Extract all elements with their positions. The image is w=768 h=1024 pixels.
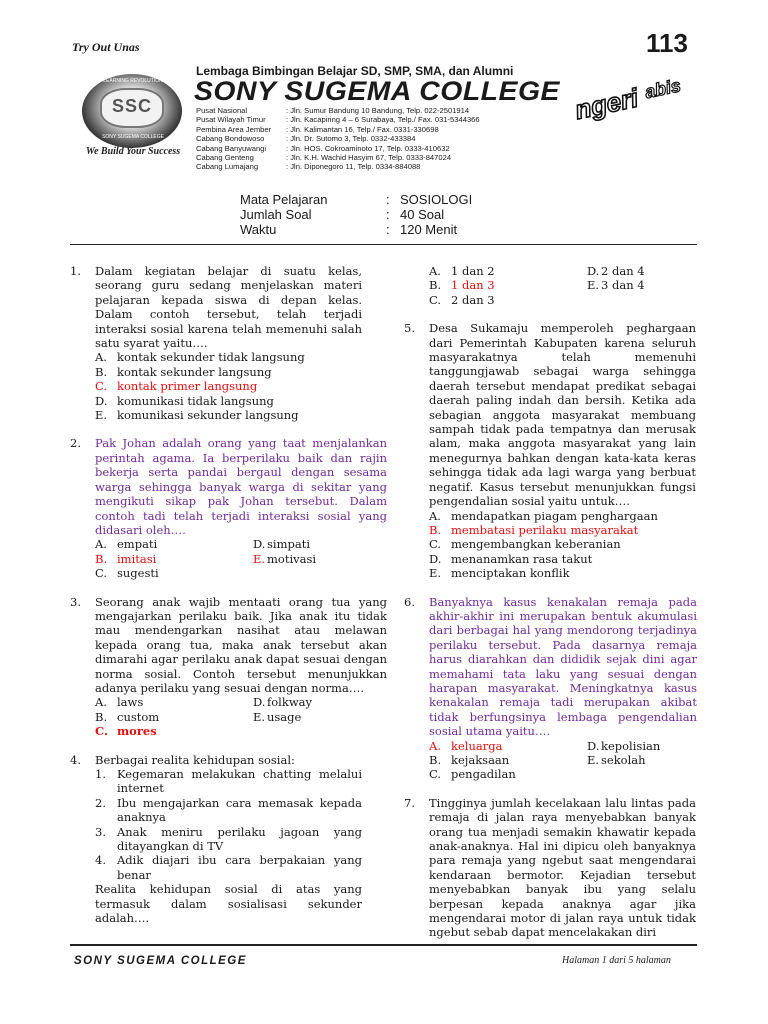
institution-tagline: Lembaga Bimbingan Belajar SD, SMP, SMA, dan Alumni <box>196 64 514 78</box>
option[interactable]: E. usage <box>253 709 302 724</box>
option[interactable]: E. 3 dan 4 <box>587 278 645 293</box>
header-divider <box>70 244 697 245</box>
brand-title: SONY SUGEMA COLLEGE <box>194 76 560 106</box>
logo-slogan: We Build Your Success <box>85 146 181 157</box>
ngeri-abis-stamp <box>565 56 693 139</box>
list-item: 3. Anak meniru perilaku jagoan yang ditayangkan di TV <box>95 824 362 854</box>
option[interactable]: B. kejaksaan <box>429 753 510 767</box>
list-item: 4. Adik diajari ibu cara berpakaian yang benar <box>95 853 362 882</box>
meta-row: Waktu : 120 Menit <box>240 222 458 237</box>
right-column <box>404 264 696 940</box>
footer-divider <box>70 944 697 946</box>
option[interactable]: D. folkway <box>253 695 313 710</box>
option[interactable]: A. laws <box>95 695 144 710</box>
page-number: 113 <box>646 28 688 58</box>
tryout-label: Try Out Unas <box>72 40 140 54</box>
option[interactable]: C. mengembangkan keberanian <box>429 537 621 552</box>
address-list <box>196 106 480 172</box>
question-text: Berbagai realita kehidupan sosial: <box>95 752 295 767</box>
option[interactable]: D. menanamkan rasa takut <box>429 551 593 566</box>
list-item: 2. Ibu mengajarkan cara memasak kepada anaknya <box>95 795 362 825</box>
option[interactable]: E. komunikasi sekunder langsung <box>95 408 299 423</box>
question-7: 7. Tingginya jumlah kecelakaan lalu lintas pada remaja di jalan raya menyebabkan banyak orang tua menjadi semakin khawatir kepada anak-anaknya. Hal ini dipicu oleh banyaknya para remaja yang ngebut saat mengendarai kendaraan bermotor. Kejadian tersebut menyebabkan banyak ibu yang selalu berpesan kepada anaknya agar jika mengendarai motor di jalan raya untuk tidak ngebut sebab dapat mencelakakan diri <box>404 795 696 940</box>
meta-row: Jumlah Soal : 40 Soal <box>240 207 445 222</box>
option[interactable]: A. empati <box>95 537 158 552</box>
question-5: 5. Desa Sukamaju memperoleh peghargaan dari Pemerintah Kabupaten karena seluruh masyarakatnya telah memenuhi tanggungjawab sebagai warga sehingga daerah tersebut mendapat predikat sebagai daerah paling indah dan bersih. Ketika ada sebagian anggota masyarakat membuang sampah tidak pada tempatnya dan merusak alam, maka anggota masyarakat yang lain menegurnya bahkan dengan kata-kata keras sehingga tidak ada lagi warga yang berbuat negatif. Kasus tersebut menunjukkan fungsi pengendalian sosial yaitu untuk…. A. mendapatkan piagam penghargaan B. membatasi perilaku masyarakat C. mengembangkan keberanian D. menanamkan rasa takut E. menciptakan konflik <box>404 321 696 581</box>
option[interactable]: D. simpati <box>253 537 311 552</box>
option[interactable]: D. 2 dan 4 <box>587 264 645 278</box>
option[interactable]: A. kontak sekunder tidak langsung <box>95 350 305 365</box>
option-answer[interactable]: B. membatasi perilaku masyarakat <box>429 522 639 537</box>
option[interactable]: D. komunikasi tidak langsung <box>95 393 274 408</box>
logo-top-text: "LEARNING REVOLUTION" <box>101 78 165 84</box>
option-answer[interactable]: B. imitasi <box>95 551 157 566</box>
question-4: 4. Berbagai realita kehidupan sosial: 1. Kegemaran melakukan chatting melalui internet 2. Ibu mengajarkan cara memasak kepada anaknya 3. Anak meniru perilaku jagoan yang ditayangkan di TV 4. Adik diajari ibu cara berpakaian yang benar Realita kehidupan sosial di atas yang termasuk dalam sosialisasi sekunder adalah…. <box>70 752 362 926</box>
q4-options <box>429 264 696 307</box>
left-column <box>70 264 387 926</box>
question-text: Seorang anak wajib mentaati orang tua yang mengajarkan perilaku baik. Jika anak itu tidak mau mendengarkan nasihat atau melawan kepada orang tua, maka anak tersebut akan dimarahi agar perilaku anak dapat sesuai dengan norma sosial. Contoh tersebut menunjukkan adanya perilaku yang sesuai dengan norma…. <box>95 594 387 695</box>
ssc-logo <box>78 74 188 156</box>
option[interactable]: D. kepolisian <box>587 738 661 753</box>
question-text: Tingginya jumlah kecelakaan lalu lintas pada remaja di jalan raya menyebabkan banyak orang tua menjadi semakin khawatir kepada anak-anaknya. Hal ini dipicu oleh banyaknya para remaja yang ngebut saat mengendarai kendaraan bermotor. Kejadian tersebut menyebabkan banyak ibu yang selalu berpesan kepada anaknya agar jika mengendarai motor di jalan raya untuk tidak ngebut sebab dapat mencelakakan diri <box>429 795 696 940</box>
address-row: Cabang Banyuwangi : Jln. HOS. Cokroaminoto 17, Telp. 0333-410632 <box>196 143 450 153</box>
question-text: Pak Johan adalah orang yang taat menjalankan perintah agama. Ia berperilaku baik dan rajin bekerja serta pandai bergaul dengan sesama warga sehingga banyak warga di sekitar yang mengikuti sikap pak Johan tersebut. Dalam contoh tadi telah terjadi interaksi sosial yang didasari oleh…. <box>95 436 387 537</box>
logo-bottom-text: SONY SUGEMA COLLEGE <box>102 134 164 140</box>
address-row: Pusat Wilayah Timur : Jln. Kacapiring 4 – 6 Surabaya, Telp./ Fax. 031-5344366 <box>196 115 480 125</box>
footer-page-info: Halaman 1 dari 5 halaman <box>562 955 671 966</box>
option[interactable]: C. pengadilan <box>429 767 516 782</box>
option[interactable]: C. 2 dan 3 <box>429 292 495 307</box>
meta-row: Mata Pelajaran : SOSIOLOGI <box>240 192 473 207</box>
list-item: 1. Kegemaran melakukan chatting melalui internet <box>95 767 362 796</box>
address-row: Pembina Area Jember : Jln. Kalimantan 16, Telp./ Fax. 0331-330698 <box>196 124 439 134</box>
svg-text:ngeri: ngeri <box>572 82 641 126</box>
question-2: 2. Pak Johan adalah orang yang taat menjalankan perintah agama. Ia berperilaku baik dan rajin bekerja serta pandai bergaul dengan sesama warga sehingga banyak warga di sekitar yang mengikuti sikap pak Johan tersebut. Dalam contoh tadi telah terjadi interaksi sosial yang didasari oleh…. A. empati D. simpati B. imitasi E. motivasi C. sugesti <box>70 436 387 581</box>
question-text: Banyaknya kasus kenakalan remaja pada akhir-akhir ini merupakan bentuk akumulasi dari berbagai hal yang mendorong terjadinya perilaku tersebut. Pada dasarnya remaja harus diarahkan dan dididik sejak dini agar memahami tata laku yang sesuai dengan harapan masyarakat. Meningkatnya kasus kenakalan remaja tadi merupakan akibat tidak berfungsinya lembaga pengendalian sosial utama yaitu…. <box>429 594 697 739</box>
option-answer[interactable]: B. 1 dan 3 <box>429 278 495 293</box>
address-row: Cabang Bondowoso : Jln. Dr. Sutomo 3, Telp. 0332-433384 <box>196 134 416 144</box>
footer-brand: SONY SUGEMA COLLEGE <box>74 955 247 967</box>
logo-ssc-text: SSC <box>111 96 152 116</box>
question-text: Desa Sukamaju memperoleh peghargaan dari Pemerintah Kabupaten karena seluruh masyarakatnya telah memenuhi tanggungjawab sebagai warga sehingga daerah tersebut mendapat predikat sebagai daerah paling indah dan bersih. Ketika ada sebagian anggota masyarakat membuang sampah tidak pada tempatnya dan merusak alam, maka anggota masyarakat yang lain menegurnya bahkan dengan kata-kata keras sehingga tidak ada lagi warga yang berbuat negatif. Kasus tersebut menunjukkan fungsi pengendalian sosial yaitu untuk…. <box>429 321 696 509</box>
option[interactable]: C. sugesti <box>95 566 159 581</box>
option[interactable]: B. custom <box>95 709 160 724</box>
address-row: Cabang Genteng : Jln. K.H. Wachid Hasyim 67, Telp. 0333-847024 <box>196 153 452 163</box>
option-answer[interactable]: C. mores <box>95 724 157 739</box>
option[interactable]: A. 1 dan 2 <box>429 264 495 278</box>
svg-text:abis: abis <box>643 75 683 103</box>
question-3: 3. Seorang anak wajib mentaati orang tua yang mengajarkan perilaku baik. Jika anak itu tidak mau mendengarkan nasihat atau melawan kepada orang tua, maka anak tersebut akan dimarahi agar perilaku anak dapat sesuai dengan norma sosial. Contoh tersebut menunjukkan adanya perilaku yang sesuai dengan norma…. A. laws D. folkway B. custom E. usage C. mores <box>70 594 387 739</box>
question-6: 6. Banyaknya kasus kenakalan remaja pada akhir-akhir ini merupakan bentuk akumulasi dari berbagai hal yang mendorong terjadinya perilaku tersebut. Pada dasarnya remaja harus diarahkan dan dididik sejak dini agar memahami tata laku yang sesuai dengan harapan masyarakat. Meningkatnya kasus kenakalan remaja tadi merupakan akibat tidak berfungsinya lembaga pengendalian sosial utama yaitu…. A. keluarga D. kepolisian B. kejaksaan E. sekolah C. pengadilan <box>404 594 697 782</box>
option-answer[interactable]: A. keluarga <box>429 738 503 753</box>
option-answer[interactable]: C. kontak primer langsung <box>95 379 258 394</box>
question-1: 1. Dalam kegiatan belajar di suatu kelas, seorang guru sedang menjelaskan materi pelajaran kepada siswa di depan kelas. Dalam contoh tersebut, telah terjadi interaksi sosial karena telah memenuhi salah satu syarat yaitu…. A. kontak sekunder tidak langsung B. kontak sekunder langsung C. kontak primer langsung D. komunikasi tidak langsung E. komunikasi sekunder langsung <box>70 264 362 423</box>
option[interactable]: E. menciptakan konflik <box>429 566 570 581</box>
option[interactable]: A. mendapatkan piagam penghargaan <box>429 508 658 523</box>
question-tail: Realita kehidupan sosial di atas yang termasuk dalam sosialisasi sekunder adalah…. <box>95 882 362 926</box>
exam-meta <box>240 192 472 237</box>
address-row: Cabang Lumajang : Jln. Diponegoro 11, Telp. 0334-884088 <box>196 162 421 172</box>
option[interactable]: E. sekolah <box>587 753 646 767</box>
address-row: Pusat Nasional : Jln. Sumur Bandung 10 Bandung, Telp. 022-2501914 <box>196 106 470 115</box>
option[interactable]: E. motivasi <box>253 551 317 566</box>
option[interactable]: B. kontak sekunder langsung <box>95 364 272 379</box>
question-text: Dalam kegiatan belajar di suatu kelas, seorang guru sedang menjelaskan materi pelajaran kepada siswa di depan kelas. Dalam contoh tersebut, telah terjadi interaksi sosial karena telah memenuhi salah satu syarat yaitu…. <box>95 264 362 351</box>
